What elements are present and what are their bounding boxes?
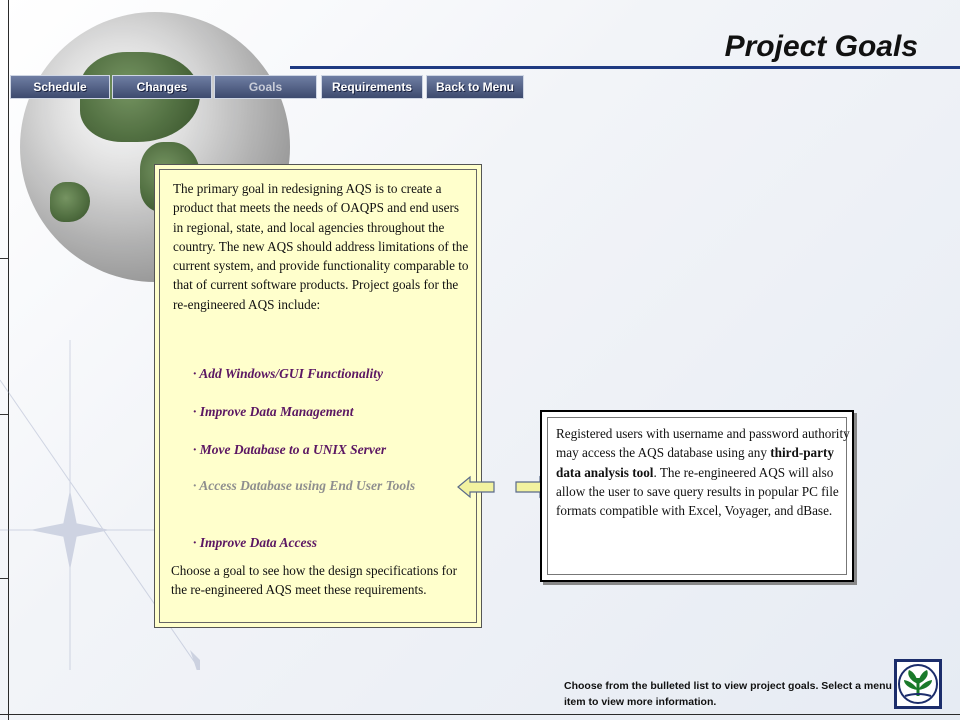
goal-link-gui[interactable]: · Add Windows/GUI Functionality [193,366,384,381]
nav-goals-button[interactable]: Goals [214,75,317,99]
goal-link-end-user-tools[interactable]: · Access Database using End User Tools [193,478,416,493]
nav-back-to-menu-button[interactable]: Back to Menu [426,75,524,99]
arrow-left-icon[interactable] [456,475,496,499]
nav-changes-button[interactable]: Changes [112,75,212,99]
goals-panel [154,164,482,628]
title-divider [290,66,960,69]
grid-tick [0,258,8,259]
epa-logo [894,659,942,709]
intro-text: The primary goal in redesigning AQS is to create a product that meets the needs of OAQPS and end users in regional, state, and local agencies throughout the country. The new AQS should address limitations of the current system, and provide functionality comparable to that of current software products. Project goals for the re-engineered AQS include: [173,181,469,312]
detail-text-end: . The re-engineered AQS will also allow the user to save query results in popular PC file formats compatible with Excel, Voyager, and dBase. [556,464,839,519]
page-title: Project Goals [724,30,918,63]
goal-link-data-management[interactable]: · Improve Data Management [193,404,354,419]
goal-detail-box [540,410,854,582]
goal-link-data-access[interactable]: · Improve Data Access [193,535,317,550]
closing-text: Choose a goal to see how the design specifications for the re-engineered AQS meet these requirements. [171,563,458,598]
continent-shape [50,182,90,222]
detail-text-emphasis: third-party data analysis tool [556,445,834,480]
flower-logo-icon [897,662,939,706]
nav-requirements-button[interactable]: Requirements [321,75,423,99]
detail-text-start: Registered users with username and password authority may access the AQS database using any [556,426,850,461]
footer-instructions: Choose from the bulleted list to view project goals. Select a menu item to view more information. [564,680,892,708]
goal-detail-text [556,424,852,520]
nav-schedule-button[interactable]: Schedule [10,75,110,99]
grid-line [0,714,960,715]
goal-link-unix-server[interactable]: · Move Database to a UNIX Server [193,442,387,457]
